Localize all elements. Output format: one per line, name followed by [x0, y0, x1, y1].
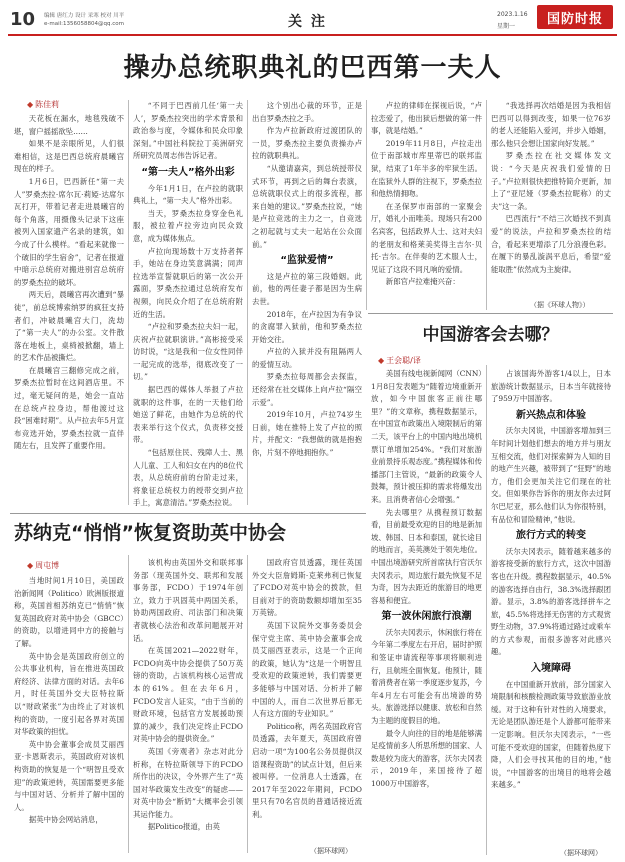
article1-title: 操办总统职典礼的巴西第一夫人: [123, 53, 502, 83]
paragraph: 英国下议院外交事务委员会保守党主席、英中协会董事会成员艾丽西亚表示，这是一个正向的政策，她认为“这是一个明智且受欢迎的政策逆转，我们需要更多能够与中国对话、分析并了解中国的人，而自二次世界后都无人有这方面的专业知识。”: [252, 620, 362, 719]
paragraph: 英中协会是英国政府创立的公共事业机构，旨在推进英国政府经济、法律方面的对话。去年6月，时任英国外交大臣特拉斯以“财政紧张”为由终止了对该机构的资助，一度引起各界对英国对华政策的担忧。: [14, 651, 124, 737]
paragraph: 2019年10月，卢拉74岁生日前，她在推特上发了卢拉的照片，并配文：“我想做的就是抱抱你，片刻不停地拥抱你。”: [252, 410, 362, 458]
section-divider: [368, 313, 613, 314]
article1-source: （据《环球人物》）: [530, 301, 590, 309]
paragraph: 英中协会董事会成员艾丽西亚·卡恩斯表示，英国政府对该机构资助的恢复是一个“明智且受欢迎”的政策逆转，英国需要更多能与中国对话、分析并了解中国的人。: [14, 739, 124, 812]
paragraph: 最令人向往的目的地是能够满足疫情前多人所思所想的国家、人数是较为庞大的游客，沃尔夫冈表示，2019年，来国接待了超1000万中国游客，: [371, 728, 482, 788]
article2-column-1: [371, 368, 482, 853]
issue-weekday: 星期一: [497, 23, 516, 30]
byline-text: 王会聪/译: [386, 356, 421, 365]
article3-byline: [27, 560, 59, 571]
paragraph: 1月6日，巴西新任“第一夫人”罗桑杰拉·席尔瓦·莉婭·达席尔瓦打开，带着记者走进晨曦宫的每个角落，用摄像头记录下这座被列入国家遗产名录的建筑，如今成了什么模样。“看起来就像一个破旧的学生宿舍”，记者在报道中暗示总统府对搬进别宫总统府的罗桑杰拉的破坏。: [14, 176, 124, 287]
paragraph: 沃尔夫冈说，中国游客增加到三年时间计划他们想去的地方并与朋友互相交流，他们对探索鲜为人知的目的地产生兴趣，被带到了“狂野”的地方，他们会更加关注它们现在的社交。但如果你告诉你的朋友你去过阿尔巴尼亚，那么他们认为你很特别，有品位和冒险精神，”他说。: [491, 426, 611, 524]
paragraph: 据Politico报道，由英: [147, 822, 220, 832]
paragraph: 罗桑杰拉在社交媒体发文说：“今天是庆祝我们爱情的日子。”卢拉则很快把推特简介更新，加上了“亚尼娅（罗桑杰拉昵称）的丈夫”这一条。: [491, 151, 611, 211]
header: [0, 0, 625, 40]
article3-column-2: [133, 557, 243, 855]
paragraph: 国政府官员透露，现任英国外交大臣詹姆斯·克莱弗利已恢复了FCDO对英中协会的拨款，但目前对于的资助数额却增加至35万英镑。: [252, 558, 362, 618]
editor-email: e-mail:1356058804@qq.com: [44, 21, 124, 27]
paragraph: 在晨曦宫三翻修完成之前，罗桑杰拉暂时在这间酒店里。不过，毫无疑问的是，她会一直站在总统卢拉身边，帮他渡过这段“困难时期”。从卢拉去年5月宣布竞选开始，罗桑杰拉就一直伴随左右，且发挥了重要作用。: [14, 365, 124, 451]
article3-source: （据环球网）: [310, 847, 352, 855]
editor-credits: 编辑 唐红力 设计 采寒 校对 川平: [44, 13, 125, 19]
paragraph: 在英国2021—2022财年，FCDO向英中协会提供了50万英镑的资助，占该机构核心运营成本的61%。但在去年6月，FCDO发言人证实，“由于当前的财政环境，包括官方发展援助预算的减少，我们决定终止FCDO对英中协会的提供资金。”: [133, 646, 243, 744]
subheading: 旅行方式的转变: [516, 530, 586, 542]
article2-byline: [378, 355, 421, 366]
column-divider: [247, 100, 248, 505]
paragraph: 当地时间1月10日，美国政治新闻网（Politico）欧洲版报道称，英国首相苏纳克已“悄悄”恢复英国政府对英中协会（GBCC）的资助，以增进同中方的接触与了解。: [14, 576, 124, 648]
column-divider: [128, 555, 129, 853]
article2-source: （据环球网）: [560, 849, 602, 857]
column-divider: [486, 100, 487, 310]
paragraph: 据英中协会网站消息，: [28, 815, 103, 825]
paragraph: 先去哪里？从携程预订数据看，目前最受欢迎的目的地是新加坡、韩国、日本和泰国，就长途目的地而言，美英澳处于领先地位。中国出境游研究所首席执行官沃尔夫冈表示，周边旅行最先恢复不足为奇，因为去距近的旅游目的地更容易和便宜。: [371, 507, 482, 605]
column-divider: [128, 100, 129, 505]
paragraph: 美国有线电视新闻网（CNN）1月8日发表题为“随着边境重新开放，如今中国旅客正前往哪里？”的文章称，携程数据显示，在中国宣布政策出入境限制后的第二天，该平台上的中国内地出境机票订单增加254%。“我们对旅游业前景持乐观态度。”携程媒体和传播部门主管说，“最新的政策令人鼓舞，预计被压抑的需求将爆发出来。且消费者信心会增强。”: [371, 369, 482, 504]
paragraph: 卢拉向现场数十万支持者挥手，她站在身边笑意满满；同声拉选举宣誓就职后的第一次公开露面，罗桑杰拉通过总统府发布视频，向民众介绍了在总统府附近的生活。: [133, 246, 243, 319]
byline-mark-icon: ◆: [27, 100, 34, 109]
paragraph: 作为卢拉新政府过渡团队的一员，罗桑杰拉主要负责操办卢拉的就职典礼。: [252, 126, 362, 161]
paragraph: 沃尔夫冈表示，随着越来越多的游客接受新的旅行方式，这次中国游客也在升级。携程数据显示，40.5%的游客选择自由行，38.3%选择跟团游。显示，3.8%的游客选择拼车之旅，45.5%将选择无伤害的方式观赏野生动物，37.9%将通过路过或乘车的方式参观，而很多游客对此感兴趣。: [491, 546, 611, 657]
byline-text: 周屯博: [35, 561, 60, 570]
paragraph: 2019年11月8日，卢拉走出位于南部城市库里蒂巴的联邦监狱，结束了1年半多的牢狱生活。在监狱外人群的注视下，罗桑杰拉和他热情拥吻。: [371, 138, 482, 199]
paragraph: 两天后，晨曦宫再次遭到“暴徒”，前总统博索纳罗的疯狂支持者们，冲破晨曦宫大门，洗劫了“第一夫人”的办公室。文件散落在地板上，桌椅被掀翻，墙上的艺术作品被撕烂。: [14, 290, 124, 363]
paragraph: 卢拉的入狱并没有阻隔两人的爱情互动。: [252, 347, 362, 369]
byline-text: 陈佳莉: [35, 100, 60, 109]
column-divider: [247, 555, 248, 853]
paragraph: 这个别出心裁的环节，正是出自罗桑杰拉之手。: [252, 101, 362, 123]
article1-column-3: [252, 100, 362, 508]
issue-date: 2023.1.16: [497, 11, 528, 18]
paragraph: 这是卢拉的第三段婚姻。此前，他的两任妻子都是因为生病去世。: [252, 271, 362, 306]
paragraph: 如果不是亲眼所见，人们很难相信，这是巴西总统府晨曦宫现在的样子。: [14, 139, 124, 174]
paragraph: “不同于巴西前几任‘第一夫人’，罗桑杰拉突出的学术背景和政治参与度，令媒体和民众印象深刻。”中国社科院拉丁美洲研究所研究员周志伟告诉记者。: [133, 101, 243, 161]
paragraph: 该机构由英国外交和联邦事务部（现英国外交、联邦和发展事务部，FCDO）于1974年创立，致力于巩固英中两国关系，协助两国政府、司法部门和决策者就核心法治和改革问题展开对话。: [133, 558, 243, 643]
article3-column-3: [252, 557, 362, 847]
paragraph: 巴西流行“不结三次婚找不到真爱”的说法，卢拉和罗桑杰拉的结合，看起来更增添了几分浪漫色彩。在履下的暴乱漩涡平息后，希望“爱能取胜”依然成为主旋律。: [491, 214, 611, 274]
article1-byline: [27, 99, 59, 110]
article1-column-1: [14, 113, 124, 508]
subheading: “第一夫人”格外出彩: [141, 166, 235, 178]
paragraph: 英国《旁观者》杂志对此分析称，在特拉斯领导下的FCDO所作出的决议，令外界产生了“英国对华政策发生改变”的疑虑——对英中协会“断奶”大概率会引领其运作能力。: [133, 746, 243, 819]
subheading: “监狱爱情”: [280, 255, 334, 267]
subheading: 新兴热点和体验: [516, 409, 586, 421]
column-divider: [366, 100, 367, 310]
paragraph: 占该国海外游客1/4以上，日本旅游统计数据显示，日本当年就接待了959万中国游客。: [491, 369, 611, 404]
header-rule: [8, 34, 617, 36]
article1-column-5: [491, 100, 611, 300]
paragraph: 沃尔夫冈表示，休闲旅行将在今年第二季度左右开启，届时护照和签证申请流程等事项将顺利进行，且航班全面恢复。他预计，随着消费者在第一季度逐步复苏，今年4月左右可能会有出境游的势头。旅游选择以健康、放松和自然为主题的度假目的地。: [371, 627, 482, 726]
article1-column-4: [371, 100, 482, 310]
section-divider: [10, 513, 366, 514]
paragraph: 当天，罗桑杰拉身穿金色礼服，被拉着卢拉旁边向民众致意，成为媒体焦点。: [133, 208, 243, 243]
subheading: 第一波休闲旅行浪潮: [381, 611, 472, 623]
article3-column-1: [14, 575, 124, 855]
paragraph: Politico称，两名英国政府官员透露，去年夏天，英国政府曾启动一项“为100名公务员提供汉语课程资助”的试点计划，但后来被叫停。一位消息人士透露，在2017年至2022年期间，FCDO里只有70名官员的普通话接近流利。: [252, 721, 362, 819]
paragraph: “从邀请嘉宾，到总统授带仪式环节，再到之后的舞台表演，总统就职仪式上的很多流程，都来自她的建议。”罗桑杰拉说，“她是卢拉竞选的主力之一，自竞选之初起就与丈夫一起站在公众面前。”: [252, 163, 362, 249]
article1-column-2: [133, 100, 243, 508]
paragraph: “卢拉和罗桑杰拉夫妇一起，庆祝卢拉就职演讲。”高彬接受采访时说，“这是我和一位女性同伴一起完成的选举，彻底改变了一切。”: [133, 322, 243, 382]
article3-title: 苏纳克“悄悄”恢复资助英中协会: [14, 522, 286, 544]
paragraph: 在圣保罗市南部的一家聚会厅，婚礼小而唯美。现场只有200名宾客，包括政界人士、这对夫妇的老朋友和格莱美奖得主吉尔·贝托·吉尔。在伴奏的艺术服人士，见证了这段不同凡响的爱情。: [371, 201, 482, 274]
paragraph: “包括原住民、残障人士、黑人儿童、工人和妇女在内的8位代表，从总统府前的台阶走过来，将象征总统权力的绶带交到卢拉手上，寓意清洁。”罗桑杰拉说。: [133, 448, 243, 508]
paragraph: 罗桑杰拉每周都会去探监，还经常在社交媒体上向卢拉“隔空示爱”。: [252, 372, 362, 407]
paragraph: 2018年，在卢拉因为有争议的贪腐罪入狱前，他和罗桑杰拉开始交往。: [252, 309, 362, 344]
section-name: 关 注: [288, 14, 327, 30]
paragraph: 卢拉的律师在探视后说，“卢拉恋爱了，他出狱后想做的第一件事，就是结婚。”: [371, 101, 482, 136]
subheading: 入境障碍: [531, 663, 571, 675]
byline-mark-icon: ◆: [378, 356, 385, 365]
paragraph: “我选择再次结婚是因为我相信巴西可以得到改变，如果一位76岁的老人还能陷入爱河，并步入婚姻，那么他只会想让国家向好发展。”: [491, 101, 611, 148]
masthead-logo-text: 国防时报: [546, 12, 603, 27]
article2-column-2: [491, 368, 611, 848]
paragraph: 今年1月1日，在卢拉的就职典礼上，“第一夫人”格外出彩。: [133, 183, 243, 206]
byline-mark-icon: ◆: [27, 561, 34, 570]
article2-title: 中国游客会去哪？: [422, 325, 559, 345]
paragraph: 据巴西的媒体人举报了卢拉就职的这件事，在的一天他们给她送了鲜花，由她作为总统的代表来举行这个仪式，负责移交授带。: [133, 385, 243, 445]
paragraph: 天花板在漏水，地毯残破不堪，窗户摇摇欲坠……: [14, 114, 124, 136]
paragraph: 新郎官卢拉难掩兴奋：: [385, 277, 460, 287]
page-number: 10: [10, 9, 36, 30]
paragraph: 在中国重新开放前，部分国家入境限制和核酸检测政策导致旅游业放缓。对于这种有针对性的入境要求，无论是团队游还是个人游都可能带来一定影响。但沃尔夫冈表示，“一些可能不受欢迎的国家，但随着热度下降，人们会寻找其他的目的地，”他说，“中国游客的出境目的地将会越来越多。”: [491, 679, 611, 790]
column-divider: [486, 365, 487, 855]
